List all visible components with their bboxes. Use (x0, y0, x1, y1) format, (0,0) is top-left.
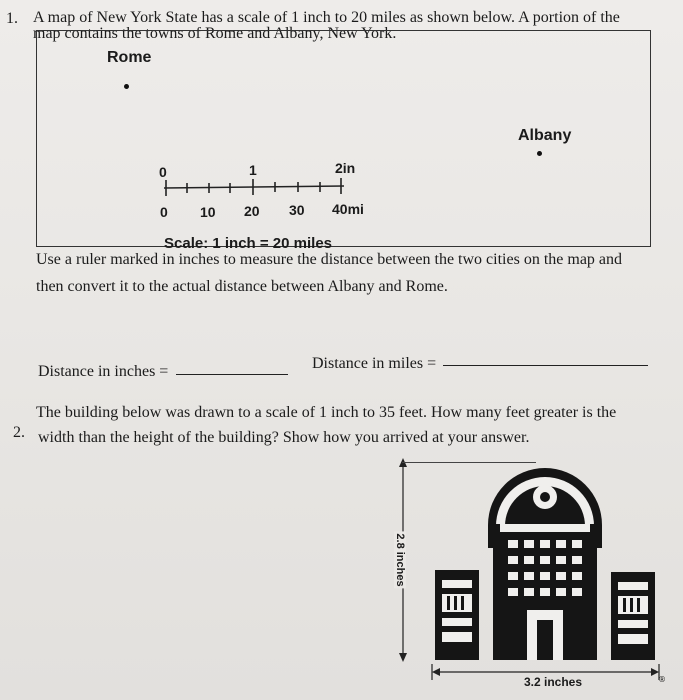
map-scale-text: Scale: 1 inch = 20 miles (164, 235, 333, 252)
scale-ruler-graphic (160, 176, 350, 200)
problem-2-number: 2. (13, 424, 25, 441)
height-dimension-label-wrap (390, 460, 410, 660)
distance-inches-answer-blank[interactable] (176, 374, 288, 375)
ruler-mile-label-30: 30 (289, 202, 305, 218)
ruler-inch-label-1: 1 (249, 162, 257, 178)
registered-mark: ® (658, 675, 666, 684)
problem-1-text-line1: A map of New York State has a scale of 1 inch to 20 miles as shown below. A portion of the (33, 9, 620, 26)
problem-2-text-line1: The building below was drawn to a scale of 1 inch to 35 feet. How many feet greater is the (36, 404, 617, 421)
building-windows (435, 460, 655, 660)
ruler-mile-label-20: 20 (244, 203, 260, 219)
distance-miles-answer-blank[interactable] (443, 365, 648, 366)
ruler-mile-label-0: 0 (160, 204, 168, 220)
width-dimension-label: 3.2 inches (524, 675, 583, 689)
city-dot-rome (124, 84, 129, 89)
ruler-mile-label-10: 10 (200, 204, 216, 220)
city-label-albany: Albany (518, 127, 572, 144)
height-dimension-label: 2.8 inches (394, 533, 406, 587)
distance-miles-label: Distance in miles = (312, 355, 437, 372)
ruler-inch-label-0: 0 (159, 164, 167, 180)
problem-1-number: 1. (6, 10, 18, 27)
problem-1-instruction-line1: Use a ruler marked in inches to measure the distance between the two cities on the map and (36, 251, 623, 268)
ruler-inch-label-2: 2in (335, 160, 356, 176)
ruler-mile-label-40: 40mi (332, 201, 364, 217)
problem-2-text-line2: width than the height of the building? Show how you arrived at your answer. (38, 429, 530, 446)
problem-1-text-line2: map contains the towns of Rome and Albany, New York. (33, 25, 397, 42)
distance-inches-label: Distance in inches = (38, 363, 169, 380)
city-dot-albany (537, 151, 542, 156)
city-label-rome: Rome (107, 49, 152, 66)
problem-1-instruction-line2: then convert it to the actual distance between Albany and Rome. (36, 278, 448, 295)
